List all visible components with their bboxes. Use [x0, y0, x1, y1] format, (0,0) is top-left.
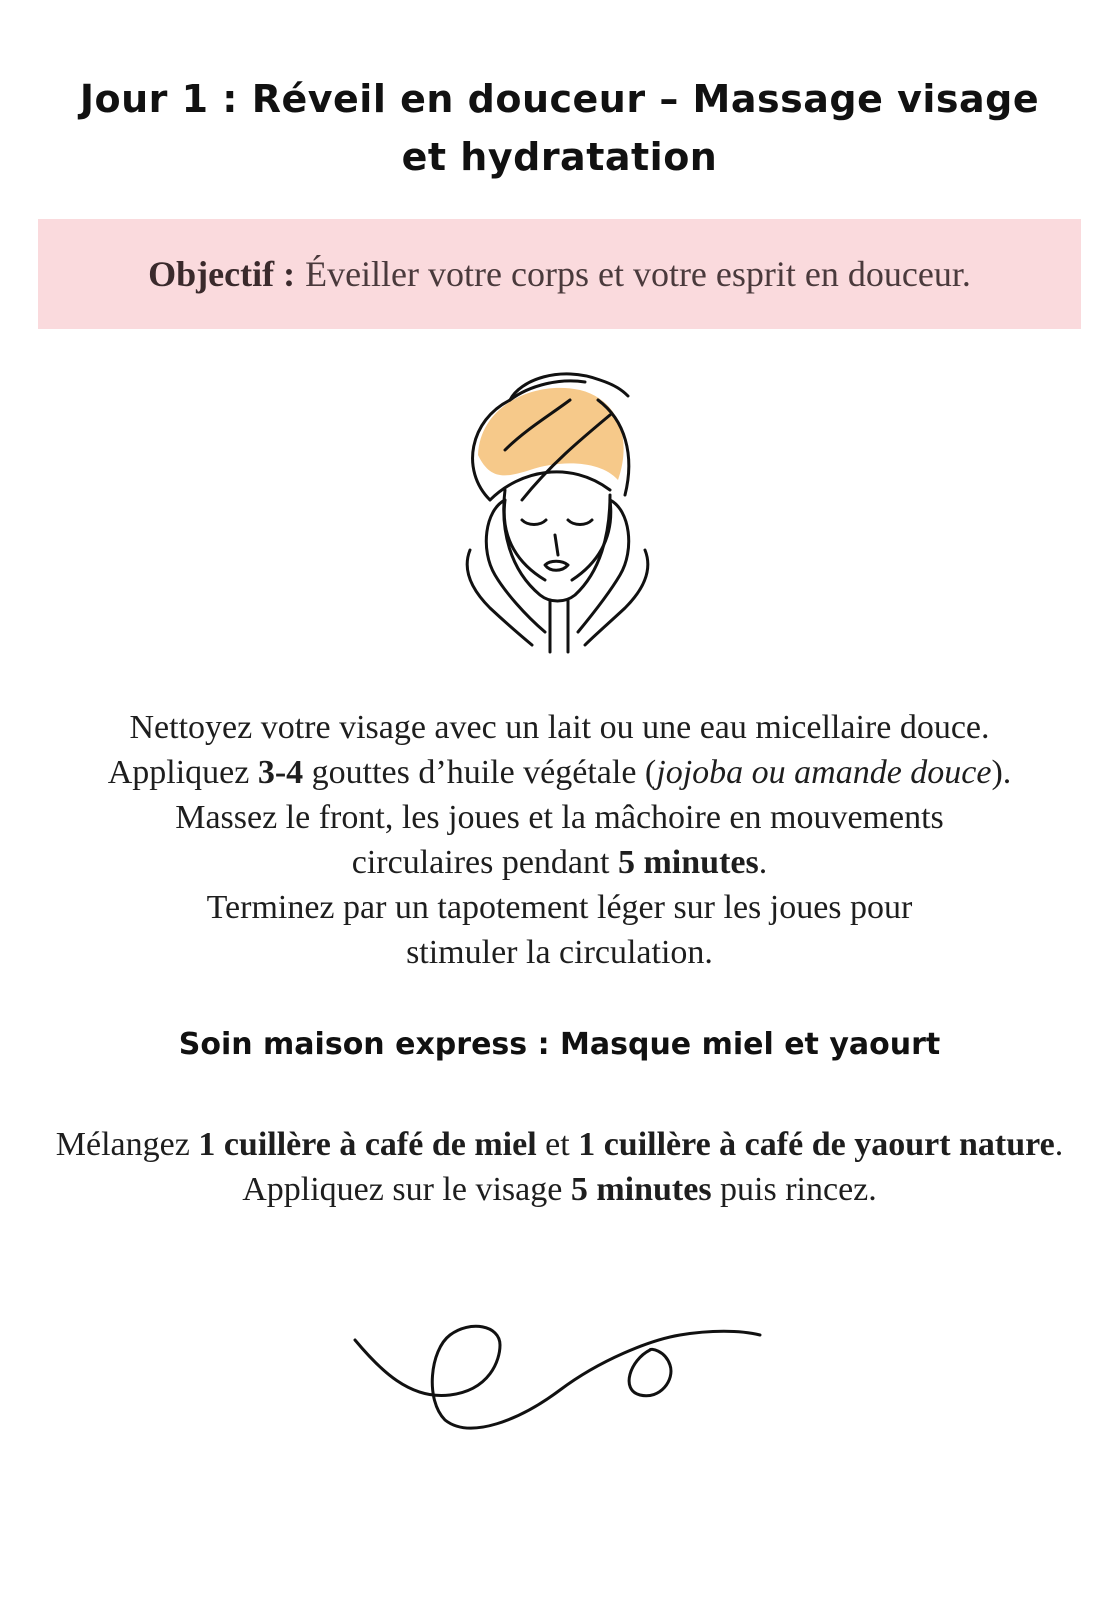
instruction-line [0, 840, 1119, 885]
objective-label: Objectif : [148, 254, 296, 294]
instruction-text: gouttes d’huile végétale ( [303, 754, 657, 791]
instruction-line [0, 795, 1119, 840]
swirl-flourish-icon [350, 1320, 770, 1480]
ingredient-yogurt: 1 cuillère à café de yaourt nature [578, 1126, 1055, 1163]
instruction-text: Nettoyez votre visage avec un lait ou une eau micellaire douce. [129, 709, 990, 746]
instruction-text: ). [991, 754, 1012, 791]
objective-text: Éveiller votre corps et votre esprit en douceur. [305, 254, 971, 294]
page-title [0, 70, 1119, 186]
instructions-block [0, 705, 1119, 975]
title-line-1: Jour 1 : Réveil en douceur – Massage visage [79, 77, 1040, 121]
recipe-line [0, 1122, 1119, 1167]
mask-duration: 5 minutes [570, 1171, 712, 1208]
instruction-text: stimuler la circulation. [406, 934, 713, 971]
instruction-text: Terminez par un tapotement léger sur les joues pour [206, 889, 913, 926]
objective-banner [38, 219, 1081, 329]
instruction-text: circulaires pendant [351, 844, 618, 881]
recipe-text: Mélangez [55, 1126, 199, 1163]
ingredient-honey: 1 cuillère à café de miel [198, 1126, 537, 1163]
recipe-title: Soin maison express : Masque miel et yaourt [178, 1027, 941, 1062]
instruction-line [0, 750, 1119, 795]
recipe-text: . [1054, 1126, 1064, 1163]
face-massage-icon [450, 360, 670, 660]
instruction-text: Appliquez [107, 754, 258, 791]
instruction-line [0, 705, 1119, 750]
recipe-text: puis rincez. [711, 1171, 877, 1208]
instruction-line [0, 885, 1119, 930]
instruction-text: . [758, 844, 768, 881]
recipe-text: Appliquez sur le visage [242, 1171, 571, 1208]
massage-duration: 5 minutes [617, 844, 759, 881]
drop-count: 3-4 [257, 754, 304, 791]
title-line-2: et hydratation [401, 135, 718, 179]
recipe-block [0, 1122, 1119, 1212]
instruction-line [0, 930, 1119, 975]
recipe-line [0, 1167, 1119, 1212]
recipe-text: et [536, 1126, 579, 1163]
instruction-text: Massez le front, les joues et la mâchoire en mouvements [175, 799, 944, 836]
oil-types: jojoba ou amande douce [656, 754, 992, 791]
